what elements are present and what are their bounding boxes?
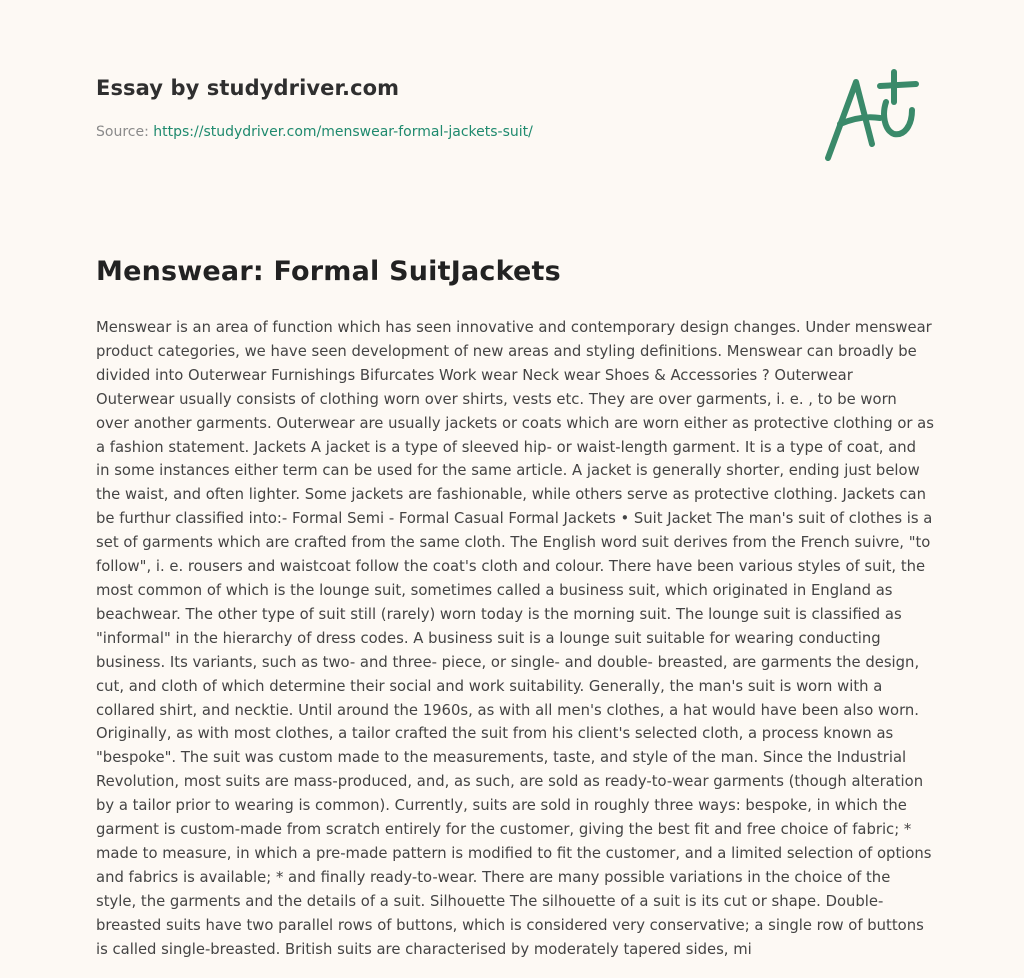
source-label: Source: (96, 124, 149, 140)
essay-body: Menswear is an area of function which has seen innovative and contemporary design changes. Under menswear product categories, we have seen development of new areas and styling definitions. Menswear can broadly be divided into Outerwear Furnishings Bifurcates Work wear Neck wear Shoes & Accessories ? Outerwear Outerwear usually consists of clothing worn over shirts, vests etc. They are over garments, i. e. , to be worn over another garments. Outerwear are usually jackets or coats which are worn either as protective clothing or as a fashion statement. Jackets A jacket is a type of sleeved hip- or waist-length garment. It is a type of coat, and in some instances either term can be used for the same article. A jacket is generally shorter, ending just below the waist, and often lighter. Some jackets are fashionable, while others serve as protective clothing. Jackets can be furthur classified into:- Formal Semi - Formal Casual Formal Jackets • Suit Jacket The man's suit of clothes is a set of garments which are crafted from the same cloth. The English word suit derives from the French suivre, "to follow", i. e. rousers and waistcoat follow the coat's cloth and colour. There have been various styles of suit, the most common of which is the lounge suit, sometimes called a business suit, which originated in England as beachwear. The other type of suit still (rarely) worn today is the morning suit. The lounge suit is classified as "informal" in the hierarchy of dress codes. A business suit is a lounge suit suitable for wearing conducting business. Its variants, such as two- and three- piece, or single- and double- breasted, are garments the design, cut, and cloth of which determine their social and work suitability. Generally, the man's suit is worn with a collared shirt, and necktie. Until around the 1960s, as with all men's clothes, a hat would have been also worn. Originally, as with most clothes, a tailor crafted the suit from his client's selected cloth, a process known as "bespoke". The suit was custom made to the measurements, taste, and style of the man. Since the Industrial Revolution, most suits are mass-produced, and, as such, are sold as ready-to-wear garments (though alteration by a tailor prior to wearing is common). Currently, suits are sold in roughly three ways: bespoke, in which the garment is custom-made from scratch entirely for the customer, giving the best fit and free choice of fabric; * made to measure, in which a pre-made pattern is modified to fit the customer, and a limited selection of options and fabrics is available; * and finally ready-to-wear. There are many possible variations in the choice of the style, the garments and the details of a suit. Silhouette The silhouette of a suit is its cut or shape. Double-breasted suits have two parallel rows of buttons, which is considered very conservative; a single row of buttons is called single-breasted. British suits are characterised by moderately tapered sides, mi (96, 319, 934, 958)
essay-title: Menswear: Formal SuitJackets (96, 256, 561, 287)
source-link[interactable]: https://studydriver.com/menswear-formal-jackets-suit/ (153, 124, 533, 140)
brand-title: Essay by studydriver.com (96, 76, 400, 100)
source-line (96, 124, 533, 140)
a-plus-logo-icon (820, 64, 928, 164)
